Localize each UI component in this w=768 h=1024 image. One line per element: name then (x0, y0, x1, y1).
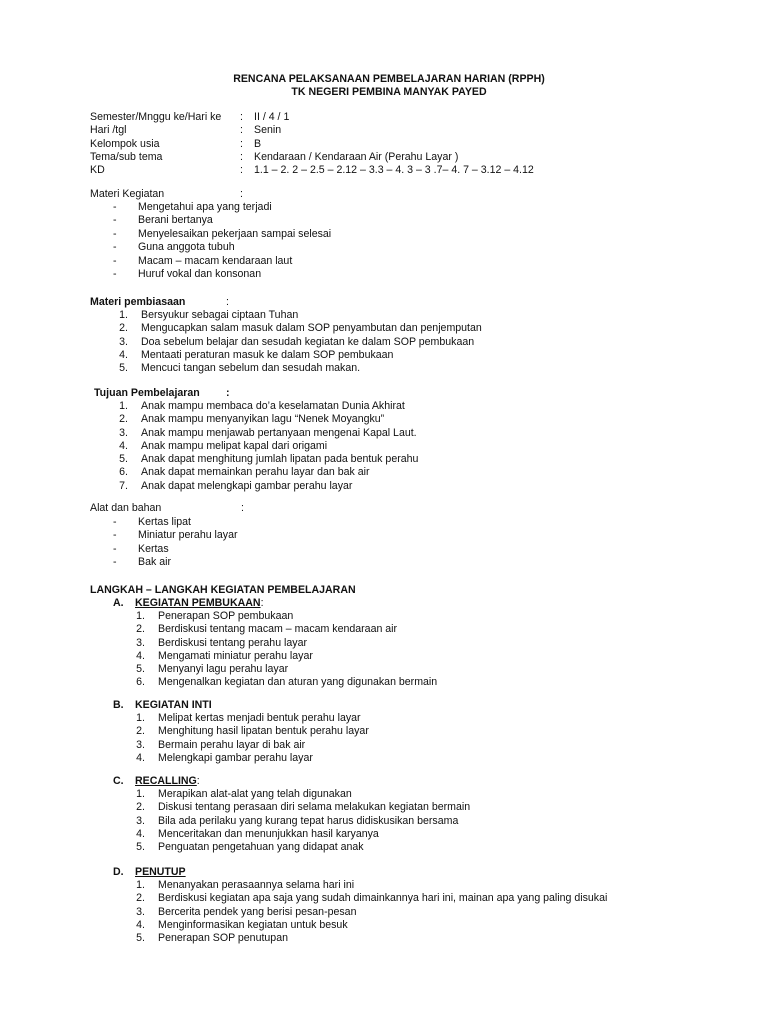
list-number: 3. (136, 814, 145, 827)
dash-bullet: - (113, 267, 117, 280)
list-number: 3. (136, 636, 145, 649)
list-number: 3. (119, 335, 128, 348)
list-item-text: Berdiskusi tentang macam – macam kendaraan air (158, 623, 398, 636)
list-item-text: Kertas (138, 542, 169, 555)
list-item-text: Anak dapat melengkapi gambar perahu layar (141, 479, 353, 492)
list-number: 2. (119, 413, 128, 426)
section-suffix: : (196, 775, 200, 787)
materi-kegiatan-heading (90, 188, 243, 201)
langkah-heading: LANGKAH – LANGKAH KEGIATAN PEMBELAJARAN (90, 584, 356, 596)
list-item-text: Macam – macam kendaraan laut (138, 254, 293, 267)
list-item-text: Melipat kertas menjadi bentuk perahu layar (158, 712, 361, 724)
section-letter: C. (113, 775, 124, 787)
list-item-text: Bermain perahu layar di bak air (158, 738, 306, 751)
list-number: 3. (136, 905, 145, 918)
dash-bullet: - (113, 254, 117, 267)
list-item-text: Penerapan SOP penutupan (158, 932, 288, 945)
list-item-text: Bila ada perilaku yang kurang tepat harus didiskusikan bersama (158, 814, 459, 827)
list-number: 1. (136, 712, 145, 724)
section-d-heading (113, 866, 186, 879)
list-number: 4. (119, 348, 128, 361)
section-label: KEGIATAN INTI (135, 699, 212, 711)
list-item-text: Bersyukur sebagai ciptaan Tuhan (141, 309, 299, 321)
list-number: 2. (136, 801, 145, 814)
section-label: PENUTUP (135, 866, 186, 878)
section-letter: B. (113, 699, 124, 711)
info-colon: : (240, 124, 243, 137)
list-item-text: Anak mampu menjawab pertanyaan mengenai Kapal Laut. (141, 426, 417, 439)
section-label: RECALLING (135, 775, 197, 787)
list-number: 1. (119, 400, 128, 412)
dash-bullet: - (113, 201, 117, 213)
list-item-text: Bak air (138, 556, 171, 569)
alat-bahan-heading (90, 502, 244, 515)
section-a-heading (113, 597, 264, 610)
list-item-text: Mengetahui apa yang terjadi (138, 201, 272, 213)
list-item-text: Guna anggota tubuh (138, 241, 235, 254)
info-colon: : (240, 150, 243, 163)
list-item-text: Anak dapat menghitung jumlah lipatan pada bentuk perahu (141, 453, 419, 466)
list-item-text: Huruf vokal dan konsonan (138, 267, 262, 280)
list-number: 1. (136, 610, 145, 622)
list-item-text: Berdiskusi kegiatan apa saja yang sudah dimainkannya hari ini, mainan apa yang paling disukai (158, 892, 608, 905)
list-item-text: Menghitung hasil lipatan bentuk perahu layar (158, 725, 369, 738)
list-item-text: Melengkapi gambar perahu layar (158, 751, 313, 764)
list-item-text: Menceritakan dan menunjukkan hasil karyanya (158, 827, 379, 840)
section-heading-text: Materi Kegiatan (90, 188, 165, 200)
info-label: Kelompok usia (90, 137, 160, 150)
list-item-text: Anak dapat memainkan perahu layar dan bak air (141, 466, 370, 479)
list-item-text: Diskusi tentang perasaan diri selama melakukan kegiatan bermain (158, 801, 471, 814)
list-number: 5. (136, 841, 145, 854)
dash-bullet: - (113, 214, 117, 227)
list-number: 2. (119, 322, 128, 335)
section-colon: : (240, 188, 243, 200)
info-label: Semester/Mnggu ke/Hari ke (90, 111, 222, 123)
list-item-text: Mengucapkan salam masuk dalam SOP penyambutan dan penjemputan (141, 322, 482, 335)
list-item-text: Bercerita pendek yang berisi pesan-pesan (158, 905, 357, 918)
list-item-text: Anak mampu melipat kapal dari origami (141, 439, 328, 452)
list-item-text: Mentaati peraturan masuk ke dalam SOP pembukaan (141, 348, 394, 361)
list-number: 4. (136, 827, 145, 840)
list-number: 6. (136, 676, 145, 689)
list-item-text: Penerapan SOP pembukaan (158, 610, 294, 622)
list-number: 4. (136, 751, 145, 764)
list-item-text: Mengamati miniatur perahu layar (158, 649, 313, 662)
list-item-text: Kertas lipat (138, 516, 191, 528)
list-item-text: Merapikan alat-alat yang telah digunakan (158, 788, 352, 800)
list-number: 5. (119, 362, 128, 375)
list-number: 1. (119, 309, 128, 321)
section-b-heading (113, 699, 212, 712)
info-value: B (254, 137, 262, 150)
section-colon: : (226, 387, 230, 399)
section-heading-text: Tujuan Pembelajaran (94, 387, 200, 399)
info-colon: : (240, 164, 243, 177)
section-label: KEGIATAN PEMBUKAAN (135, 597, 261, 609)
materi-pembiasaan-heading (90, 296, 229, 309)
section-colon: : (226, 296, 229, 308)
list-number: 2. (136, 725, 145, 738)
info-value: II / 4 / 1 (254, 111, 290, 123)
section-letter: A. (113, 597, 124, 609)
section-colon: : (241, 502, 244, 514)
list-number: 5. (136, 663, 145, 676)
section-letter: D. (113, 866, 124, 878)
info-label: KD (90, 164, 105, 177)
section-heading-text: Materi pembiasaan (90, 296, 186, 308)
list-number: 6. (119, 466, 128, 479)
list-item-text: Menginformasikan kegiatan untuk besuk (158, 918, 348, 931)
section-heading-text: Alat dan bahan (90, 502, 162, 514)
list-number: 7. (119, 479, 128, 492)
dash-bullet: - (113, 516, 117, 528)
dash-bullet: - (113, 241, 117, 254)
list-number: 1. (136, 788, 145, 800)
list-number: 5. (136, 932, 145, 945)
info-colon: : (240, 111, 243, 123)
list-item-text: Anak mampu membaca do’a keselamatan Dunia Akhirat (141, 400, 405, 412)
info-value: Kendaraan / Kendaraan Air (Perahu Layar ) (254, 150, 459, 163)
tujuan-heading (94, 387, 230, 400)
dash-bullet: - (113, 542, 117, 555)
dash-bullet: - (113, 529, 117, 542)
list-number: 3. (119, 426, 128, 439)
list-item-text: Menyanyi lagu perahu layar (158, 663, 289, 676)
list-item-text: Miniatur perahu layar (138, 529, 238, 542)
list-number: 3. (136, 738, 145, 751)
list-number: 4. (136, 918, 145, 931)
list-number: 5. (119, 453, 128, 466)
list-item-text: Menanyakan perasaannya selama hari ini (158, 879, 355, 891)
list-item-text: Berani bertanya (138, 214, 213, 227)
info-colon: : (240, 137, 243, 150)
info-value: 1.1 – 2. 2 – 2.5 – 2.12 – 3.3 – 4. 3 – 3 .7– 4. 7 – 3.12 – 4.12 (254, 164, 534, 177)
list-item-text: Mencuci tangan sebelum dan sesudah makan. (141, 362, 361, 375)
list-number: 4. (136, 649, 145, 662)
list-number: 2. (136, 623, 145, 636)
info-value: Senin (254, 124, 282, 137)
dash-bullet: - (113, 556, 117, 569)
list-item-text: Berdiskusi tentang perahu layar (158, 636, 307, 649)
list-number: 1. (136, 879, 145, 891)
list-number: 4. (119, 439, 128, 452)
list-item-text: Anak mampu menyanyikan lagu “Nenek Moyangku” (141, 413, 385, 426)
document-title: RENCANA PELAKSANAAN PEMBELAJARAN HARIAN (RPPH) (233, 73, 545, 85)
list-number: 2. (136, 892, 145, 905)
section-suffix: : (260, 597, 264, 609)
dash-bullet: - (113, 227, 117, 240)
info-label: Tema/sub tema (90, 150, 163, 163)
list-item-text: Menyelesaikan pekerjaan sampai selesai (138, 227, 332, 240)
school-name: TK NEGERI PEMBINA MANYAK PAYED (291, 86, 487, 98)
list-item-text: Penguatan pengetahuan yang didapat anak (158, 841, 364, 854)
list-item-text: Doa sebelum belajar dan sesudah kegiatan ke dalam SOP pembukaan (141, 335, 475, 348)
section-c-heading (113, 775, 200, 788)
info-label: Hari /tgl (90, 124, 127, 137)
list-item-text: Mengenalkan kegiatan dan aturan yang digunakan bermain (158, 676, 438, 689)
